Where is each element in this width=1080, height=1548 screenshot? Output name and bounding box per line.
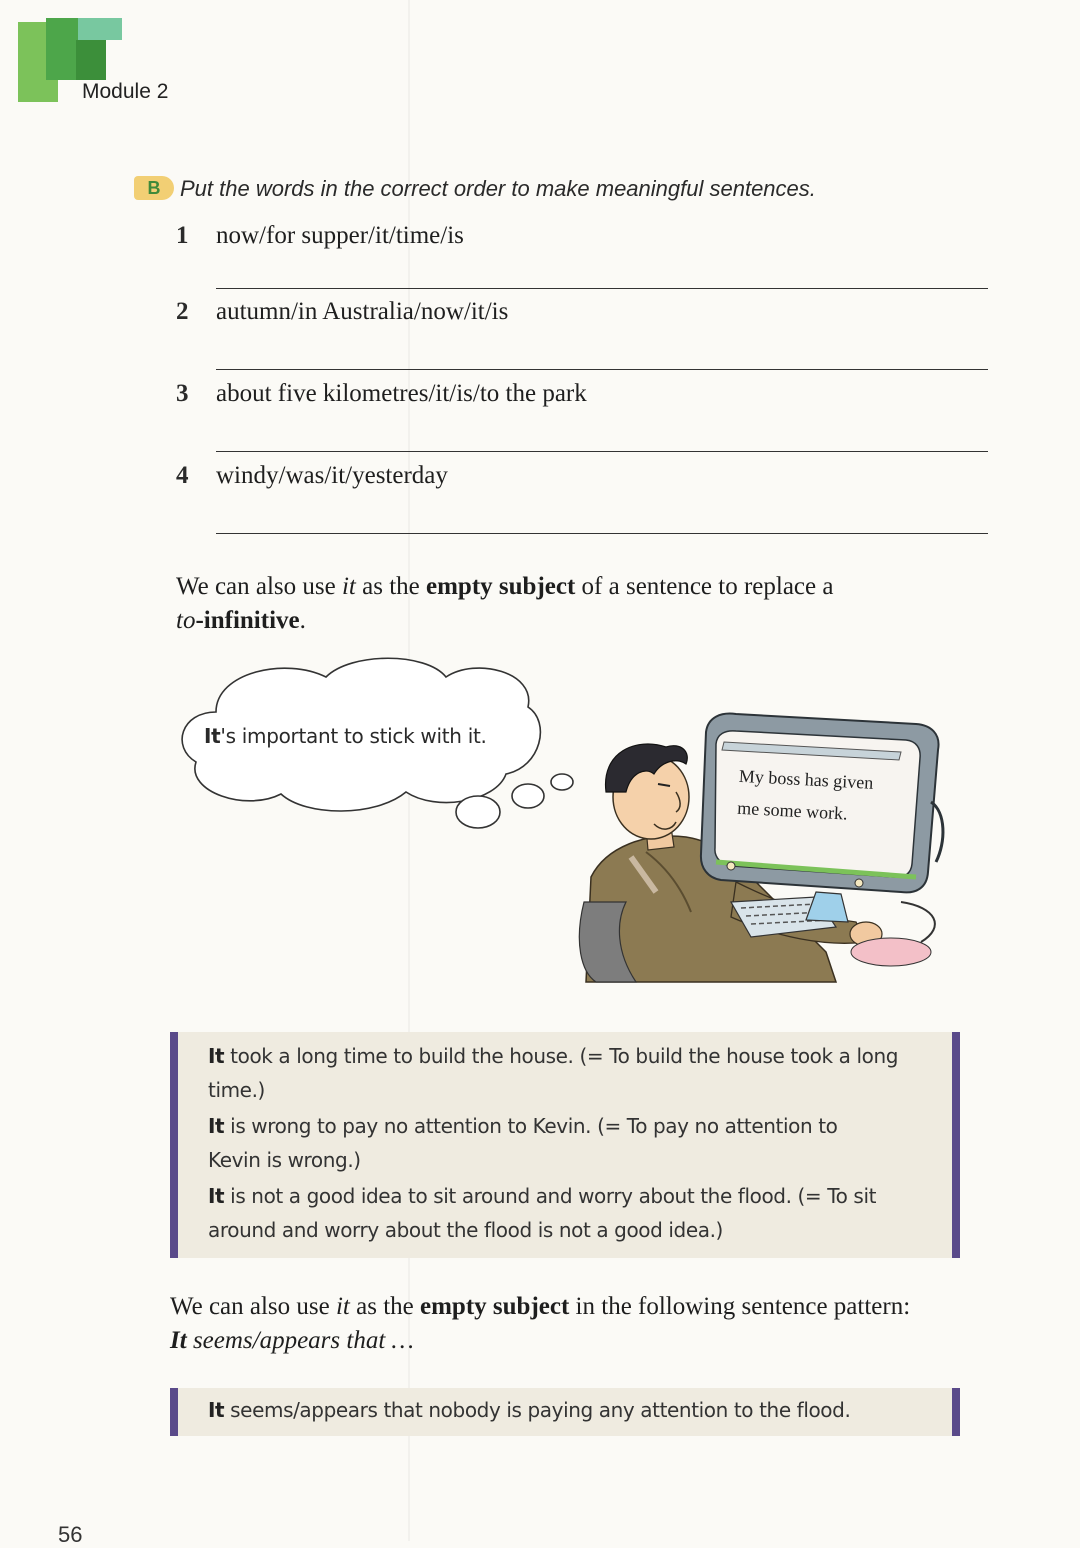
question-text: windy/was/it/yesterday bbox=[216, 462, 448, 489]
question-number: 1 bbox=[176, 222, 189, 249]
example-box-seems-appears bbox=[170, 1388, 960, 1436]
example-line: time.) bbox=[208, 1078, 265, 1102]
example-line: Kevin is wrong.) bbox=[208, 1148, 361, 1172]
answer-line[interactable] bbox=[216, 533, 988, 534]
question-text: now/for supper/it/time/is bbox=[216, 222, 464, 249]
section-b-instruction: Put the words in the correct order to make meaningful sentences. bbox=[180, 176, 816, 201]
section-b-badge: B bbox=[134, 176, 174, 200]
example-line: It took a long time to build the house. (= To build the house took a long bbox=[208, 1044, 899, 1068]
answer-line[interactable] bbox=[216, 288, 988, 289]
monitor-screen-text: My boss has given me some work. bbox=[736, 765, 874, 824]
module-label: Module 2 bbox=[82, 80, 169, 103]
example-box-to-infinitive bbox=[170, 1032, 960, 1258]
grammar-note-seems-appears: We can also use it as the empty subject in the following sentence pattern: It seems/appears that … bbox=[170, 1293, 911, 1354]
question-number: 2 bbox=[176, 298, 189, 325]
thought-bubble-text: It's important to stick with it. bbox=[204, 724, 487, 748]
example-line: It is not a good idea to sit around and worry about the flood. (= To sit bbox=[208, 1184, 877, 1208]
question-text: autumn/in Australia/now/it/is bbox=[216, 298, 509, 325]
illustration-man-at-computer bbox=[176, 652, 956, 992]
question-number: 3 bbox=[176, 380, 189, 407]
question-text: about five kilometres/it/is/to the park bbox=[216, 380, 587, 407]
question-number: 4 bbox=[176, 462, 189, 489]
grammar-note-to-infinitive: We can also use it as the empty subject of a sentence to replace a to-infinitive. bbox=[176, 573, 834, 634]
example-line: It seems/appears that nobody is paying any attention to the flood. bbox=[208, 1398, 851, 1422]
example-line: It is wrong to pay no attention to Kevin. (= To pay no attention to bbox=[208, 1114, 838, 1138]
page-number: 56 bbox=[58, 1522, 83, 1547]
answer-line[interactable] bbox=[216, 369, 988, 370]
example-line: around and worry about the flood is not a good idea.) bbox=[208, 1218, 723, 1242]
answer-line[interactable] bbox=[216, 451, 988, 452]
